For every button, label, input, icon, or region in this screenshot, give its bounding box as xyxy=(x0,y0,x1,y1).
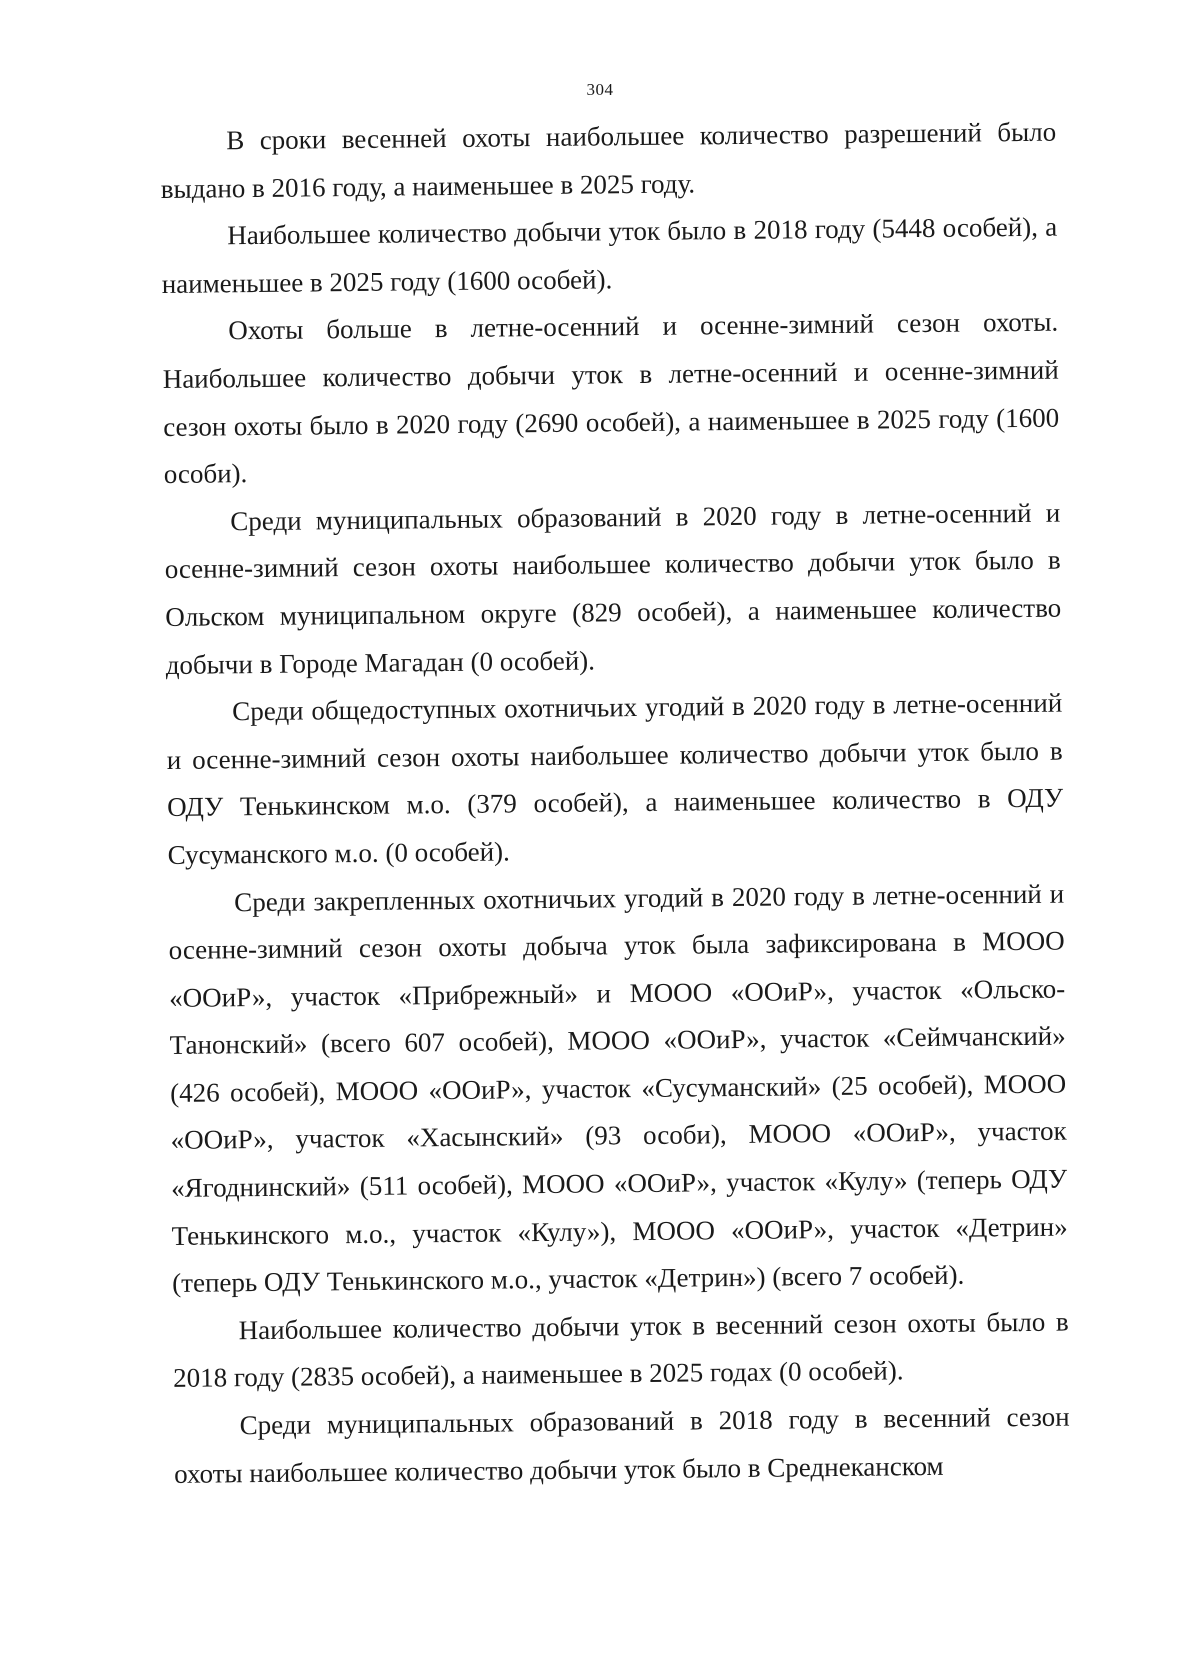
paragraph: Среди общедоступных охотничьих угодий в 2020 году в летне-осенний и осенне-зимний сезон охоты наибольшее количество добычи уток было в ОДУ Тенькинском м.о. (379 особей), а наименьшее количество в ОДУ Сусуманского м.о. (0 особей). xyxy=(166,687,1064,870)
paragraph: Наибольшее количество добычи уток в весенний сезон охоты было в 2018 году (2835 особей), а наименьшее в 2025 годах (0 особей). xyxy=(173,1306,1069,1394)
document-body xyxy=(160,109,1070,1499)
paragraph: В сроки весенней охоты наибольшее количество разрешений было выдано в 2016 году, а наименьшее в 2025 году. xyxy=(160,116,1057,204)
paragraph: Среди муниципальных образований в 2020 году в летне-осенний и осенне-зимний сезон охоты наибольшее количество добычи уток было в Ольском муниципальном округе (829 особей), а наименьшее количество добычи в Городе Магадан (0 особей). xyxy=(164,497,1062,680)
paragraph: Охоты больше в летне-осенний и осенне-зимний сезон охоты. Наибольшее количество добычи уток в летне-осенний и осенне-зимний сезон охоты было в 2020 году (2690 особей), а наименьшее в 2025 году (1600 особи). xyxy=(162,306,1060,490)
paragraph: Среди закрепленных охотничьих угодий в 2020 году в летне-осенний и осенне-зимний сезон охоты добыча уток была зафиксирована в МООО «ООиР», участок «Прибрежный» и МООО «ООиР», участок «Ольско-Танонский» (всего 607 особей), МООО «ООиР», участок «Сеймчанский» (426 особей), МООО «ООиР», участок «Сусуманский» (25 особей), МООО «ООиР», участок «Хасынский» (93 особи), МООО «ООиР», участок «Ягоднинский» (511 особей), МООО «ООиР», участок «Кулу» (теперь ОДУ Тенькинского м.о., участок «Кулу»), МООО «ООиР», участок «Детрин» (теперь ОДУ Тенькинского м.о., участок «Детрин») (всего 7 особей). xyxy=(168,878,1068,1299)
paragraph: Наибольшее количество добычи уток было в 2018 году (5448 особей), а наименьшее в 2025 году (1600 особей). xyxy=(161,211,1058,299)
page-number: 304 xyxy=(586,80,614,99)
paragraph: Среди муниципальных образований в 2018 году в весенний сезон охоты наибольшее количество добычи уток было в Среднеканском xyxy=(174,1401,1070,1489)
